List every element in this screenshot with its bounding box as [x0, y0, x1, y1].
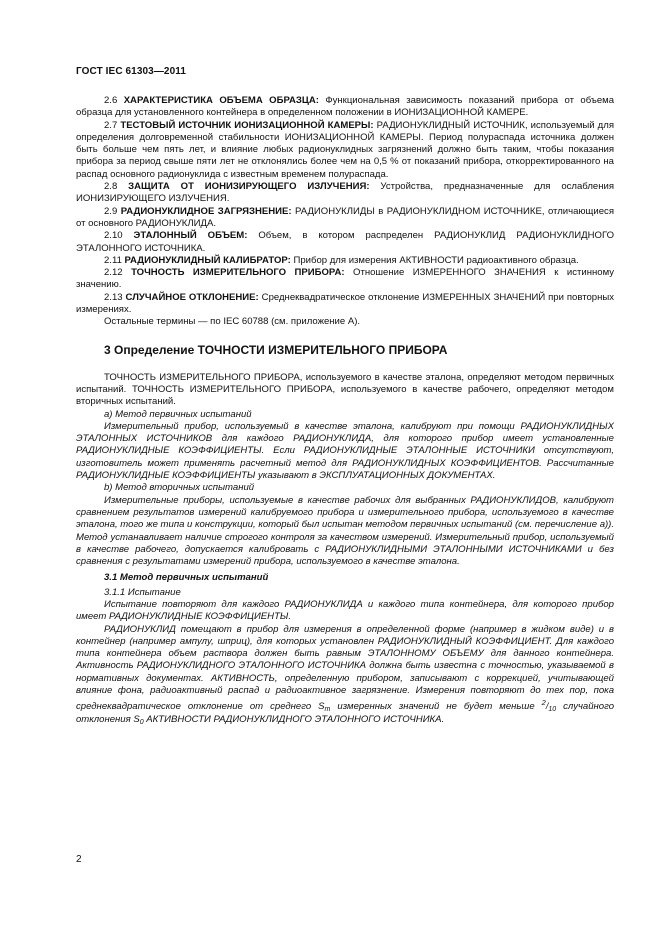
other-terms-note: Остальные термины — по IEC 60788 (см. приложение А).: [104, 316, 361, 328]
definition-2-10: 2.10 ЭТАЛОННЫЙ ОБЪЕМ: Объем, в котором распределен РАДИОНУКЛИД РАДИОНУКЛИДНОГО ЭТАЛОННОГО ИСТОЧНИКА.: [76, 230, 614, 254]
document-header: ГОСТ IEC 61303—2011: [76, 66, 187, 77]
definition-2-13: 2.13 СЛУЧАЙНОЕ ОТКЛОНЕНИЕ: Среднеквадратическое отклонение ИЗМЕРЕННЫХ ЗНАЧЕНИЙ при повторных измерениях.: [76, 291, 615, 316]
item-b-label: b) Метод вторичных испытаний: [104, 482, 255, 494]
section-3-heading: 3 Определение ТОЧНОСТИ ИЗМЕРИТЕЛЬНОГО ПРИБОРА: [104, 342, 448, 357]
paragraph-3-1-1-a: Испытание повторяют для каждого РАДИОНУКЛИДА и каждого типа контейнера, для которого прибор имеет РАДИОНУКЛИДНЫЕ КОЭФФИЦИЕНТЫ.: [76, 598, 614, 623]
subsection-3-1-heading: 3.1 Метод первичных испытаний: [104, 572, 269, 584]
item-b-text: Измерительные приборы, используемые в качестве рабочих для выбранных РАДИОНУКЛИДОВ, калибруют сравнением результатов измерений калибруемого прибора и измерительного прибора, используемого в качестве эталона, того же типа и конструкции, который был испытан методом первичных испытаний (см. перечисление а)). Метод устанавливает наличие строгого контроля за качеством измерений. Измерительный прибор, используемый в качестве рабочего, допускается калибровать с РАДИОНУКЛИДНЫМИ ЭТАЛОННЫМИ ИСТОЧНИКАМИ и без сравнения с результатами измерений прибора, используемого в качестве эталона.: [76, 494, 615, 568]
definition-2-6: 2.6 ХАРАКТЕРИСТИКА ОБЪЕМА ОБРАЗЦА: Функциональная зависимость показаний прибора от объема образца для установленного контейнера в определенном положении в ИОНИЗАЦИОННОЙ КАМЕРЕ.: [76, 95, 614, 119]
subsection-3-1-1-heading: 3.1.1 Испытание: [104, 586, 181, 598]
page-number: 2: [76, 854, 82, 865]
definition-2-12: 2.12 ТОЧНОСТЬ ИЗМЕРИТЕЛЬНОГО ПРИБОРА: Отношение ИЗМЕРЕННОГО ЗНАЧЕНИЯ к истинному значению.: [76, 267, 615, 291]
definition-2-9: 2.9 РАДИОНУКЛИДНОЕ ЗАГРЯЗНЕНИЕ: РАДИОНУКЛИДЫ в РАДИОНУКЛИДНОМ ИСТОЧНИКЕ, отличающиеся от основного РАДИОНУКЛИДА.: [76, 205, 614, 229]
section-3-intro: ТОЧНОСТЬ ИЗМЕРИТЕЛЬНОГО ПРИБОРА, используемого в качестве эталона, определяют методом первичных испытаний. ТОЧНОСТЬ ИЗМЕРИТЕЛЬНОГО ПРИБОРА, используемого в качестве рабочего, определяют методом вторичных испытаний.: [76, 371, 614, 408]
definition-2-11: 2.11 РАДИОНУКЛИДНЫЙ КАЛИБРАТОР: Прибор для измерения АКТИВНОСТИ радиоактивного образца.: [104, 254, 579, 266]
item-a-label: a) Метод первичных испытаний: [104, 408, 252, 420]
definition-2-7: 2.7 ТЕСТОВЫЙ ИСТОЧНИК ИОНИЗАЦИОННОЙ КАМЕРЫ: РАДИОНУКЛИДНЫЙ ИСТОЧНИК, используемый для определения долговременной стабильности ИОНИЗАЦИОННОЙ КАМЕРЫ. Период полураспада источника должен быть больше чем пять лет, и влияние любых радионуклидных загрязнений должно быть таким, чтобы показания прибора за период свыше пяти лет не отклонялись более чем на 0,5 % от показаний прибора, откорректированного на распад основного радионуклида с известным временем полураспада.: [76, 119, 614, 180]
item-a-text: Измерительный прибор, используемый в качестве эталона, калибруют при помощи РАДИОНУКЛИДНЫХ ЭТАЛОННЫХ ИСТОЧНИКОВ для каждого РАДИОНУКЛИДА, для которого прибор имеет установленные РАДИОНУКЛИДНЫЕ КОЭФФИЦИЕНТЫ. Если РАДИОНУКЛИДНЫЕ ЭТАЛОННЫЕ ИСТОЧНИКИ отсутствуют, изготовитель может применять расчетный метод для РАДИОНУКЛИДНЫХ КОЭФФИЦИЕНТОВ. Рассчитанные РАДИОНУКЛИДНЫЕ КОЭФФИЦИЕНТЫ указывают в ЭКСПЛУАТАЦИОННЫХ ДОКУМЕНТАХ.: [76, 420, 614, 482]
document-body: [76, 95, 614, 726]
definition-2-8: 2.8 ЗАЩИТА ОТ ИОНИЗИРУЮЩЕГО ИЗЛУЧЕНИЯ: Устройства, предназначенные для ослабления ИОНИЗИРУЮЩЕГО ИЗЛУЧЕНИЯ.: [76, 181, 614, 205]
paragraph-3-1-1-b: РАДИОНУКЛИД помещают в прибор для измерения в определенной форме (например в жидком виде) и в контейнер (например ампулу, шприц), для которых установлен РАДИОНУКЛИДНЫЙ КОЭФФИЦИЕНТ. Для каждого типа контейнера объем раствора должен быть равным ЭТАЛОННОМУ ОБЪЕМУ для данного контейнера. Активность РАДИОНУКЛИДНОГО ЭТАЛОННОГО ИСТОЧНИКА должна быть известна с точностью, указываемой в нормативных документах. АКТИВНОСТЬ, определенную прибором, записывают с коррекцией, учитывающей влияние фона, радиоактивный распад и радиоактивное загрязнение. Измерения повторяют до тех пор, пока среднеквадратическое отклонение от среднего $S_m$ измеренных значений не будет меньше $^2/_{10}$ случайного отклонения $S_0$ АКТИВНОСТИ РАДИОНУКЛИДНОГО ЭТАЛОННОГО ИСТОЧНИКА.: [76, 623, 615, 726]
